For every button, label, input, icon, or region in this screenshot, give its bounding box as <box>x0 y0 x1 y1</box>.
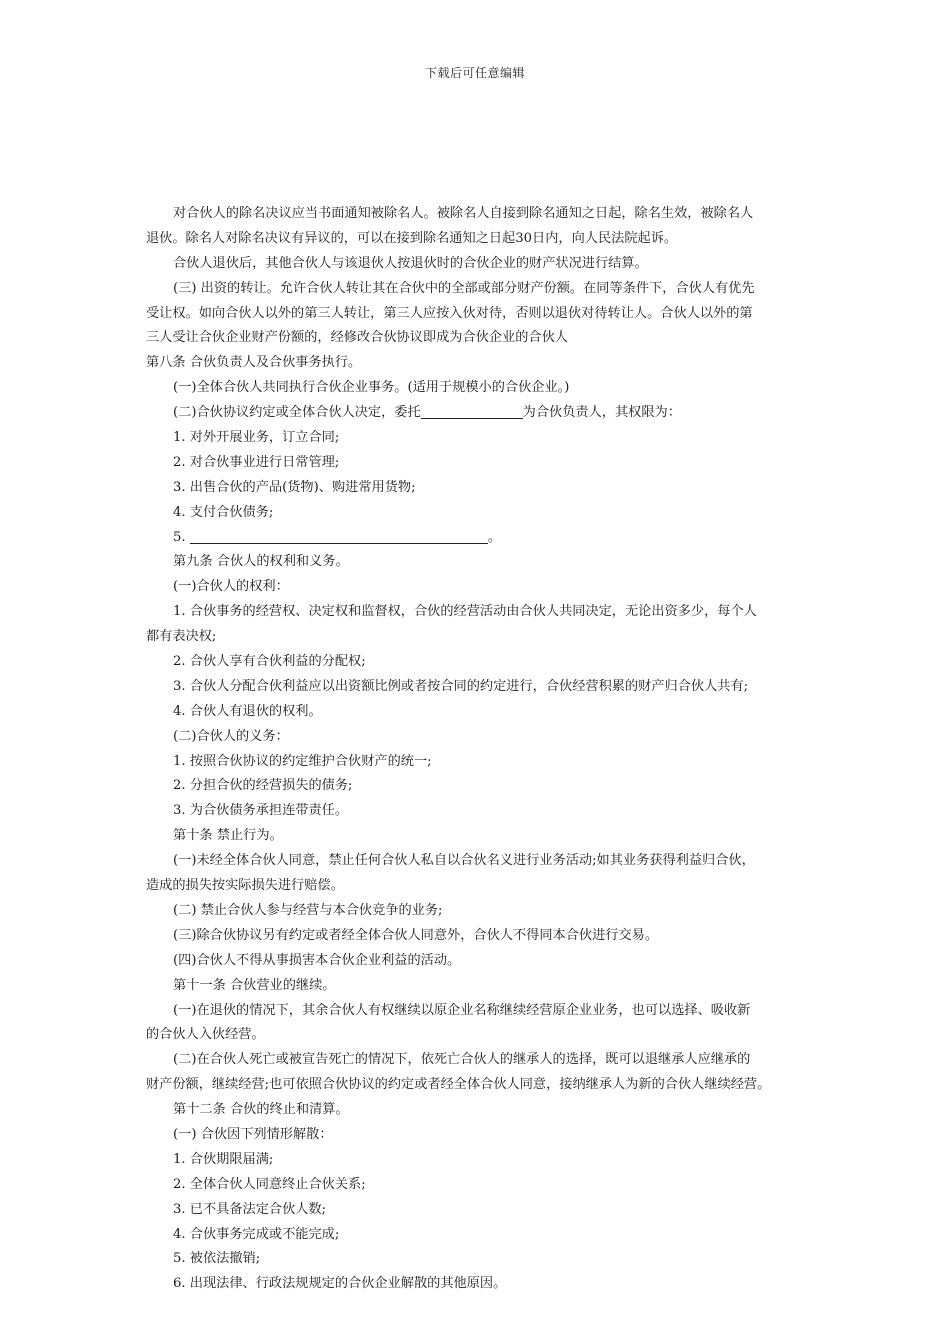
line-text: 财产份额，继续经营;也可依照合伙协议的约定或者经全体合伙人同意，接纳继承人为新的合伙人继续经营。 <box>146 1077 771 1093</box>
line-text: 1. 按照合伙协议的约定维护合伙财产的统一; <box>173 753 432 769</box>
line-text: (二)合伙人的义务： <box>173 728 289 744</box>
text-line <box>146 575 806 600</box>
text-line <box>146 924 806 949</box>
line-text: 3. 已不具备法定合伙人数; <box>173 1201 327 1217</box>
line-text: 第九条 合伙人的权利和义务。 <box>173 554 349 570</box>
text-line <box>146 1272 806 1297</box>
line-text: 2. 全体合伙人同意终止合伙关系; <box>173 1176 366 1192</box>
text-line <box>146 202 806 227</box>
line-text: 6. 出现法律、行政法规规定的合伙企业解散的其他原因。 <box>173 1276 507 1292</box>
line-text: (一)在退伙的情况下，其余合伙人有权继续以原企业名称继续经营原企业业务，也可以选择、吸收新 <box>173 1002 751 1018</box>
line-text: 都有表决权; <box>146 629 217 645</box>
text-line <box>146 774 806 799</box>
line-text: (二) 禁止合伙人参与经营与本合伙竞争的业务; <box>173 902 443 918</box>
text-line <box>146 252 806 277</box>
text-line <box>146 227 806 252</box>
line-text: 4. 合伙事务完成或不能完成; <box>173 1226 340 1242</box>
line-text: 4. 支付合伙债务; <box>173 504 274 520</box>
line-text: 三人受让合伙企业财产份额的，经修改合伙协议即成为合伙企业的合伙人 <box>146 330 568 346</box>
text-line <box>146 949 806 974</box>
line-text: 5. 被依法撤销; <box>173 1251 261 1267</box>
line-text: 合伙人退伙后，其他合伙人与该退伙人按退伙时的合伙企业的财产状况进行结算。 <box>173 255 648 271</box>
text-line <box>146 750 806 775</box>
text-line <box>146 1023 806 1048</box>
text-line <box>146 999 806 1024</box>
line-text: 第十二条 合伙的终止和清算。 <box>173 1102 349 1118</box>
text-line <box>146 550 806 575</box>
text-line <box>146 501 806 526</box>
line-text: (三)除合伙协议另有约定或者经全体合伙人同意外，合伙人不得同本合伙进行交易。 <box>173 927 659 943</box>
line-text: (二)合伙协议约定或全体合伙人决定，委托 <box>173 405 421 421</box>
text-line <box>146 1123 806 1148</box>
text-line <box>146 1198 806 1223</box>
line-text: 的合伙人入伙经营。 <box>146 1027 265 1043</box>
line-text: 1. 合伙期限届满; <box>173 1151 274 1167</box>
text-line <box>146 700 806 725</box>
line-text: 第十一条 合伙营业的继续。 <box>173 977 336 993</box>
text-line <box>146 625 806 650</box>
text-line <box>146 725 806 750</box>
line-text: 退伙。除名人对除名决议有异议的，可以在接到除名通知之日起30日内，向人民法院起诉。 <box>146 230 678 246</box>
text-line <box>146 351 806 376</box>
line-text-after-blank: 。 <box>487 529 501 545</box>
text-line <box>146 326 806 351</box>
line-text-after-blank: 为合伙负责人，其权限为： <box>522 405 681 421</box>
text-line <box>146 1173 806 1198</box>
fill-in-blank <box>421 404 523 419</box>
line-text: 3. 为合伙债务承担连带责任。 <box>173 803 349 819</box>
line-text: 第十条 禁止行为。 <box>173 828 283 844</box>
line-text: (三) 出资的转让。允许合伙人转让其在合伙中的全部或部分财产份额。在同等条件下，合伙人有优先 <box>173 280 755 296</box>
text-line <box>146 675 806 700</box>
page-header: 下载后可任意编辑 <box>424 66 525 80</box>
text-line <box>146 1247 806 1272</box>
text-line <box>146 849 806 874</box>
fill-in-blank <box>190 529 488 544</box>
line-text: 2. 对合伙事业进行日常管理; <box>173 454 340 470</box>
line-text: 造成的损失按实际损失进行赔偿。 <box>146 878 344 894</box>
text-line <box>146 376 806 401</box>
line-text: 1. 对外开展业务，订立合同; <box>173 430 340 446</box>
line-text: (四)合伙人不得从事损害本合伙企业利益的活动。 <box>173 952 461 968</box>
line-text: (一)未经全体合伙人同意，禁止任何合伙人私自以合伙名义进行业务活动;如其业务获得利益归合伙， <box>173 853 755 869</box>
line-text: 3. 出售合伙的产品(货物)、购进常用货物; <box>173 479 416 495</box>
text-line <box>146 874 806 899</box>
text-line <box>146 1098 806 1123</box>
line-text: 2. 合伙人享有合伙利益的分配权; <box>173 654 366 670</box>
line-text: (一)全体合伙人共同执行合伙企业事务。(适用于规模小的合伙企业。) <box>173 380 570 396</box>
text-line <box>146 526 806 551</box>
text-line <box>146 824 806 849</box>
text-line <box>146 650 806 675</box>
line-text: 2. 分担合伙的经营损失的债务; <box>173 778 353 794</box>
text-line <box>146 899 806 924</box>
line-text: 4. 合伙人有退伙的权利。 <box>173 703 322 719</box>
text-line <box>146 302 806 327</box>
document-body <box>146 202 806 1297</box>
line-text: 第八条 合伙负责人及合伙事务执行。 <box>146 355 362 371</box>
line-text: 受让权。如向合伙人以外的第三人转让，第三人应按入伙对待，否则以退伙对待转让人。合伙人以外的第 <box>146 305 753 321</box>
text-line <box>146 1048 806 1073</box>
text-line <box>146 1148 806 1173</box>
text-line <box>146 401 806 426</box>
text-line <box>146 799 806 824</box>
line-text: 5. <box>173 529 190 545</box>
text-line <box>146 600 806 625</box>
line-text: 3. 合伙人分配合伙利益应以出资额比例或者按合同的约定进行，合伙经营积累的财产归合伙人共有; <box>173 678 749 694</box>
line-text: (二)在合伙人死亡或被宣告死亡的情况下，依死亡合伙人的继承人的选择，既可以退继承人应继承的 <box>173 1052 751 1068</box>
text-line <box>146 426 806 451</box>
line-text: 对合伙人的除名决议应当书面通知被除名人。被除名人自接到除名通知之日起，除名生效，被除名人 <box>173 206 754 221</box>
text-line <box>146 1073 806 1098</box>
text-line <box>146 451 806 476</box>
text-line <box>146 476 806 501</box>
text-line <box>146 974 806 999</box>
line-text: (一) 合伙因下列情形解散： <box>173 1126 333 1142</box>
line-text: (一)合伙人的权利： <box>173 579 289 595</box>
text-line <box>146 1223 806 1248</box>
text-line <box>146 277 806 302</box>
line-text: 1. 合伙事务的经营权、决定权和监督权，合伙的经营活动由合伙人共同决定，无论出资多少，每个人 <box>173 604 757 620</box>
